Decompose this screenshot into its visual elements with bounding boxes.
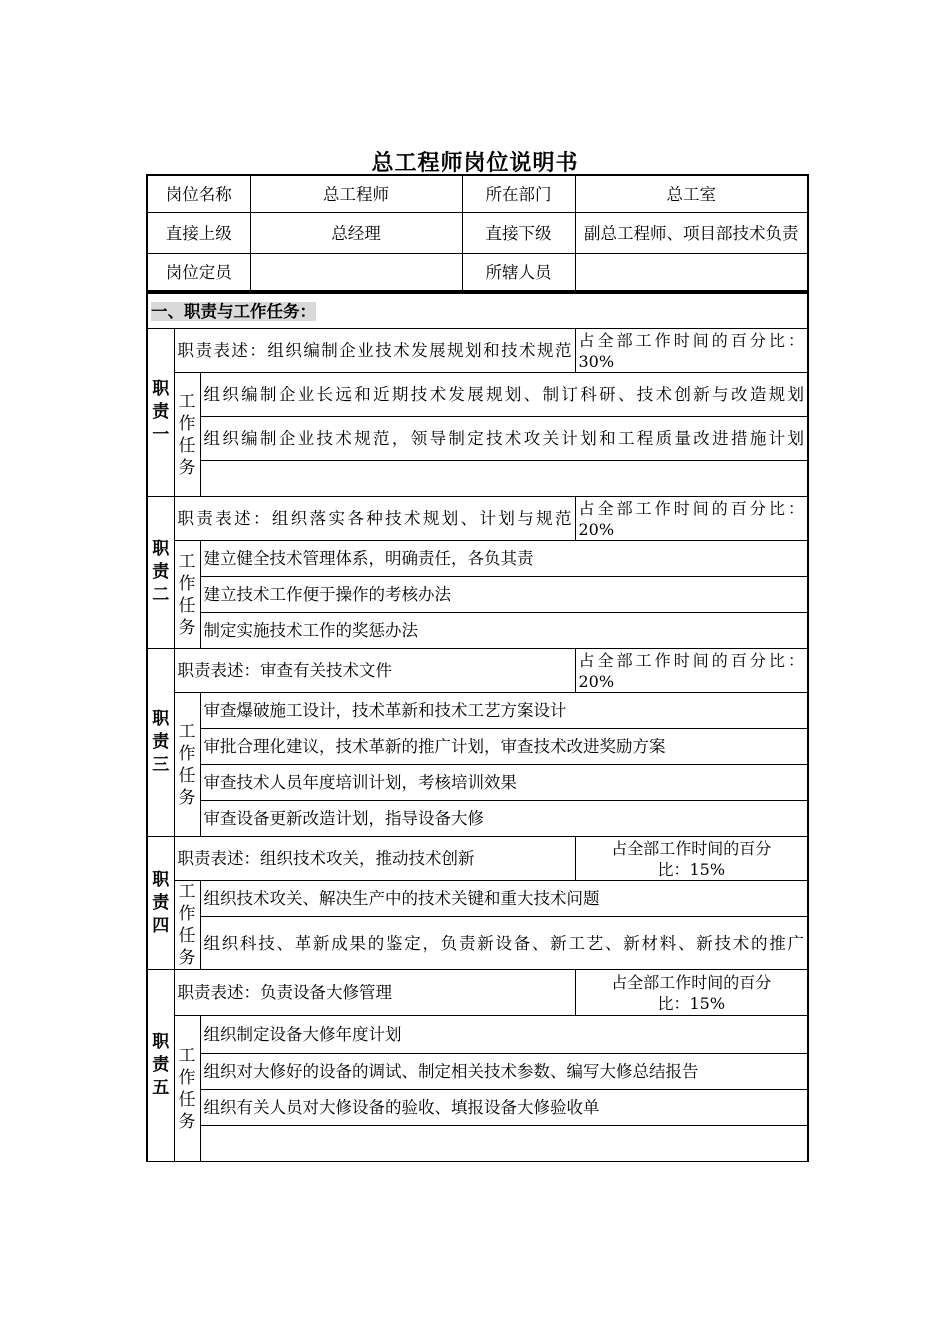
duty-label: 职 责 一 [147, 329, 174, 497]
task-label: 工 作 任 务 [174, 693, 200, 837]
task-item: 建立健全技术管理体系，明确责任，各负其责 [200, 541, 808, 577]
task-item: 建立技术工作便于操作的考核办法 [200, 577, 808, 613]
duty-label: 职 责 二 [147, 497, 174, 649]
task-item: 组织编制企业长远和近期技术发展规划、制订科研、技术创新与改造规划 [200, 373, 808, 417]
duties-table [146, 292, 809, 1162]
task-item: 审查设备更新改造计划，指导设备大修 [200, 801, 808, 837]
label-subordinate: 直接下级 [462, 213, 575, 254]
label-department: 所在部门 [462, 175, 575, 213]
duty-description: 职责表述：审查有关技术文件 [174, 649, 575, 693]
page-title: 总工程师岗位说明书 [371, 150, 579, 176]
label-headcount: 岗位定员 [147, 254, 250, 292]
label-superior: 直接上级 [147, 213, 250, 254]
duty-percentage: 占全部工作时间的百分比：15% [575, 837, 808, 881]
task-item: 组织技术攻关、解决生产中的技术关键和重大技术问题 [200, 881, 808, 917]
task-item: 审查爆破施工设计，技术革新和技术工艺方案设计 [200, 693, 808, 729]
task-item [200, 1126, 808, 1162]
task-label: 工 作 任 务 [174, 541, 200, 649]
basic-info-table [146, 174, 809, 292]
duty-percentage: 占全部工作时间的百分比：15% [575, 970, 808, 1016]
value-superior: 总经理 [250, 213, 462, 254]
duty-description: 职责表述：组织编制企业技术发展规划和技术规范 [174, 329, 575, 373]
duty-label: 职 责 五 [147, 970, 174, 1162]
value-post-name: 总工程师 [250, 175, 462, 213]
task-item: 审批合理化建议，技术革新的推广计划，审查技术改进奖励方案 [200, 729, 808, 765]
value-subordinate: 副总工程师、项目部技术负责 [575, 213, 808, 254]
duty-label: 职 责 四 [147, 837, 174, 970]
duty-label: 职 责 三 [147, 649, 174, 837]
task-item: 审查技术人员年度培训计划，考核培训效果 [200, 765, 808, 801]
section-title: 一、职责与工作任务： [147, 293, 808, 329]
task-item: 制定实施技术工作的奖惩办法 [200, 613, 808, 649]
task-item: 组织编制企业技术规范，领导制定技术攻关计划和工程质量改进措施计划 [200, 417, 808, 461]
task-label: 工 作 任 务 [174, 373, 200, 497]
duty-description: 职责表述：组织落实各种技术规划、计划与规范 [174, 497, 575, 541]
task-item: 组织科技、革新成果的鉴定，负责新设备、新工艺、新材料、新技术的推广 [200, 917, 808, 970]
duty-percentage: 占全部工作时间的百分比： 30% [575, 329, 808, 373]
duty-percentage: 占全部工作时间的百分比：20% [575, 649, 808, 693]
duty-description: 职责表述：组织技术攻关，推动技术创新 [174, 837, 575, 881]
value-staff [575, 254, 808, 292]
label-staff: 所辖人员 [462, 254, 575, 292]
task-label: 工 作 任 务 [174, 881, 200, 970]
label-post-name: 岗位名称 [147, 175, 250, 213]
task-item: 组织制定设备大修年度计划 [200, 1016, 808, 1054]
task-item: 组织有关人员对大修设备的验收、填报设备大修验收单 [200, 1090, 808, 1126]
task-label: 工 作 任 务 [174, 1016, 200, 1162]
duty-description: 职责表述：负责设备大修管理 [174, 970, 575, 1016]
value-headcount [250, 254, 462, 292]
task-item [200, 461, 808, 497]
task-item: 组织对大修好的设备的调试、制定相关技术参数、编写大修总结报告 [200, 1054, 808, 1090]
value-department: 总工室 [575, 175, 808, 213]
duty-percentage: 占全部工作时间的百分比：20% [575, 497, 808, 541]
